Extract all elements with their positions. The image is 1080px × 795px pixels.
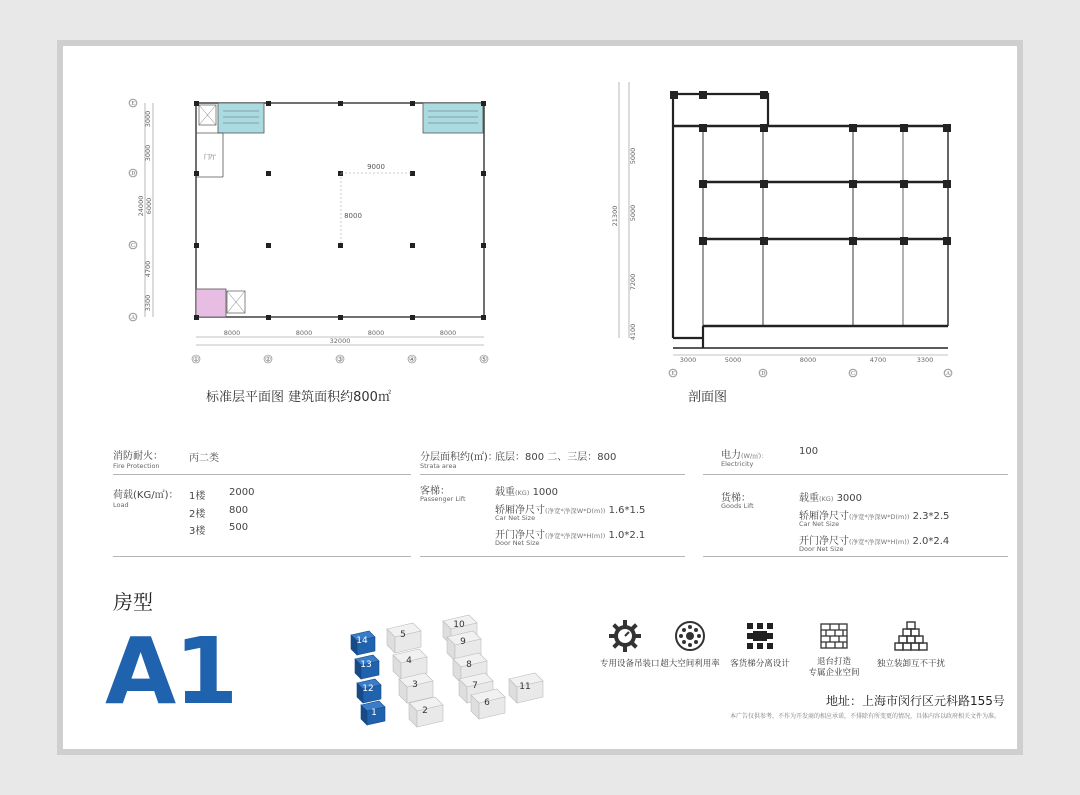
fire-value: 丙二类	[189, 453, 219, 464]
plan-dim-left: 3000	[144, 144, 152, 162]
passenger-car-value: 1.6*1.5	[608, 505, 646, 516]
electricity-value: 100	[799, 446, 819, 457]
load-floor: 3楼	[189, 526, 206, 537]
section-axis-label: Ⓐ	[944, 369, 952, 378]
building-number: 1	[371, 708, 377, 718]
plan-dim-left: 3000	[144, 110, 152, 128]
goods-capacity-label: 载重	[799, 493, 819, 504]
electricity-label: 电力	[721, 450, 741, 461]
passenger-door-sub: Door Net Size	[495, 539, 540, 547]
building-number: 8	[466, 660, 472, 670]
building-number: 11	[519, 682, 531, 692]
floor-plan-caption: 标准层平面图 建筑面积约800㎡	[206, 390, 391, 405]
passenger-door-value: 1.0*2.1	[608, 530, 646, 541]
section-dim-bottom: 3000	[679, 356, 697, 364]
load-floor: 1楼	[189, 491, 206, 502]
building-number: 7	[472, 681, 478, 691]
plan-span-v: 8000	[344, 212, 362, 220]
plan-dim-left: 3300	[144, 294, 152, 312]
area-label: 分层面积约(㎡)：	[420, 452, 498, 463]
floor-plan-drawing	[123, 91, 513, 376]
site-building-13	[355, 655, 379, 679]
area-value: 底层：800 二、三层：800	[495, 452, 617, 463]
plan-dim-bottom: 8000	[367, 329, 385, 337]
plan-dim-bottom: 8000	[439, 329, 457, 337]
plan-dim-bottom: 8000	[223, 329, 241, 337]
section-dim-left: 4100	[629, 323, 637, 341]
goods-door-sub: Door Net Size	[799, 545, 844, 553]
unit-code: A1	[105, 618, 237, 725]
axis-col-label: ④	[408, 355, 416, 364]
goods-car-hint: (净宽*净深W*D(m))	[849, 513, 910, 521]
section-dim-left: 5000	[629, 204, 637, 222]
area-sub: Strata area	[420, 462, 457, 470]
section-dim-left: 21300	[611, 205, 619, 227]
section-dim-bottom: 3300	[916, 356, 934, 364]
goods-lift-label: 货梯：	[721, 493, 751, 504]
passenger-lift-label: 客梯：	[420, 486, 450, 497]
plan-dim-left: 24000	[137, 195, 145, 217]
plan-bottom-axes	[192, 355, 488, 364]
passenger-car-sub: Car Net Size	[495, 514, 536, 522]
plan-dim-left: 6000	[145, 197, 153, 215]
passenger-door-hint: (净宽*净深W*H(m))	[545, 532, 606, 540]
goods-door-label: 开门净尺寸	[799, 536, 849, 547]
building-number: 5	[400, 630, 406, 640]
feature-label: 退台打造 专属企业空间	[808, 657, 860, 678]
passenger-car-label: 轿厢净尺寸	[495, 505, 545, 516]
section-dim-bottom: 4700	[869, 356, 887, 364]
gear-icon	[608, 619, 642, 653]
axis-col-label: ⑤	[480, 355, 488, 364]
section-axis-label: Ⓓ	[759, 369, 767, 378]
load-sub: Load	[113, 501, 129, 509]
feature-label: 超大空间利用率	[660, 659, 720, 669]
spec-divider	[703, 474, 1008, 475]
feature-label: 专用设备吊装口	[600, 659, 660, 669]
spec-divider	[703, 556, 1008, 557]
goods-door-value: 2.0*2.4	[912, 536, 950, 547]
building-number: 13	[360, 660, 372, 670]
section-dim-left: 5000	[629, 147, 637, 165]
site-building-14	[351, 631, 375, 655]
axis-row-label: Ⓒ	[129, 241, 137, 250]
goods-capacity-unit: (KG)	[819, 495, 834, 503]
stacked-boxes-icon	[894, 619, 928, 653]
load-value: 800	[229, 505, 249, 516]
site-building-12	[357, 679, 381, 703]
load-value: 2000	[229, 487, 255, 498]
building-number: 10	[453, 620, 465, 630]
plan-dim-bottom: 8000	[295, 329, 313, 337]
building-number: 3	[412, 680, 418, 690]
load-value: 500	[229, 522, 249, 533]
axis-row-label: Ⓐ	[129, 313, 137, 322]
site-map	[343, 611, 563, 736]
passenger-lift-sub: Passenger Lift	[420, 495, 466, 503]
plan-span-h: 9000	[367, 163, 385, 171]
site-building-11	[509, 673, 543, 703]
axis-row-label: Ⓓ	[129, 169, 137, 178]
building-number: 4	[406, 656, 412, 666]
load-floor: 2楼	[189, 509, 206, 520]
axis-col-label: ③	[336, 355, 344, 364]
feature-label: 客货梯分离设计	[730, 659, 790, 669]
feature-label: 独立装卸互不干扰	[876, 659, 945, 669]
plan-dim-left: 4700	[144, 260, 152, 278]
passenger-capacity-value: 1000	[532, 487, 559, 498]
passenger-car-hint: (净宽*净深W*D(m))	[545, 507, 606, 515]
axis-col-label: ②	[264, 355, 272, 364]
plan-dim-bottom: 32000	[329, 337, 351, 345]
building-number: 9	[460, 637, 466, 647]
separation-icon	[743, 619, 777, 653]
brick-wall-icon	[817, 619, 851, 653]
plan-left-axes	[129, 99, 137, 322]
site-building-1	[361, 701, 385, 725]
building-number: 6	[484, 698, 490, 708]
spec-divider	[113, 556, 411, 557]
section-caption: 剖面图	[688, 390, 728, 405]
feature-loading	[871, 619, 951, 669]
section-axis-label: Ⓔ	[669, 369, 677, 378]
goods-car-value: 2.3*2.5	[912, 511, 950, 522]
site-building-5	[387, 623, 421, 653]
spec-divider	[420, 556, 685, 557]
section-dim-bottom: 5000	[724, 356, 742, 364]
electricity-sub: Electricity	[721, 460, 754, 468]
fire-sub: Fire Protection	[113, 462, 160, 470]
building-number: 2	[422, 706, 428, 716]
passenger-capacity-label: 载重	[495, 487, 515, 498]
goods-car-label: 轿厢净尺寸	[799, 511, 849, 522]
axis-row-label: Ⓔ	[129, 99, 137, 108]
section-dim-bottom: 8000	[799, 356, 817, 364]
fire-label: 消防耐火：	[113, 451, 163, 462]
plan-room-label: 门厅	[203, 154, 217, 161]
feature-space	[660, 619, 720, 669]
feature-hoist	[600, 619, 660, 669]
feature-lifts	[730, 619, 790, 669]
axis-col-label: ①	[192, 355, 200, 364]
section-drawing	[603, 76, 963, 381]
feature-terrace	[799, 619, 869, 678]
address: 地址：上海市闵行区元科路155号	[826, 694, 1005, 708]
goods-lift-sub: Goods Lift	[721, 502, 754, 510]
disclaimer: 本广告仅供参考，不作为开发商的相应承诺，不排除有所变更的情况，具体内容以政府相关文件为准。	[730, 713, 1001, 720]
plan-columns	[194, 101, 486, 320]
goods-car-sub: Car Net Size	[799, 520, 840, 528]
section-dim-left: 7200	[629, 273, 637, 291]
spec-divider	[113, 474, 411, 475]
unit-title: 房型	[113, 590, 153, 614]
passenger-door-label: 开门净尺寸	[495, 530, 545, 541]
spec-divider	[420, 474, 685, 475]
load-label: 荷载(KG/㎡)：	[113, 490, 179, 501]
section-axis-label: Ⓒ	[849, 369, 857, 378]
passenger-capacity-unit: (KG)	[515, 489, 530, 497]
building-number: 12	[362, 684, 374, 694]
goods-capacity-value: 3000	[836, 493, 863, 504]
electricity-unit: (W/㎡)：	[741, 452, 768, 460]
brochure-sheet	[57, 40, 1023, 755]
goods-door-hint: (净宽*净深W*H(m))	[849, 538, 910, 546]
wheel-icon	[673, 619, 707, 653]
building-number: 14	[356, 636, 368, 646]
